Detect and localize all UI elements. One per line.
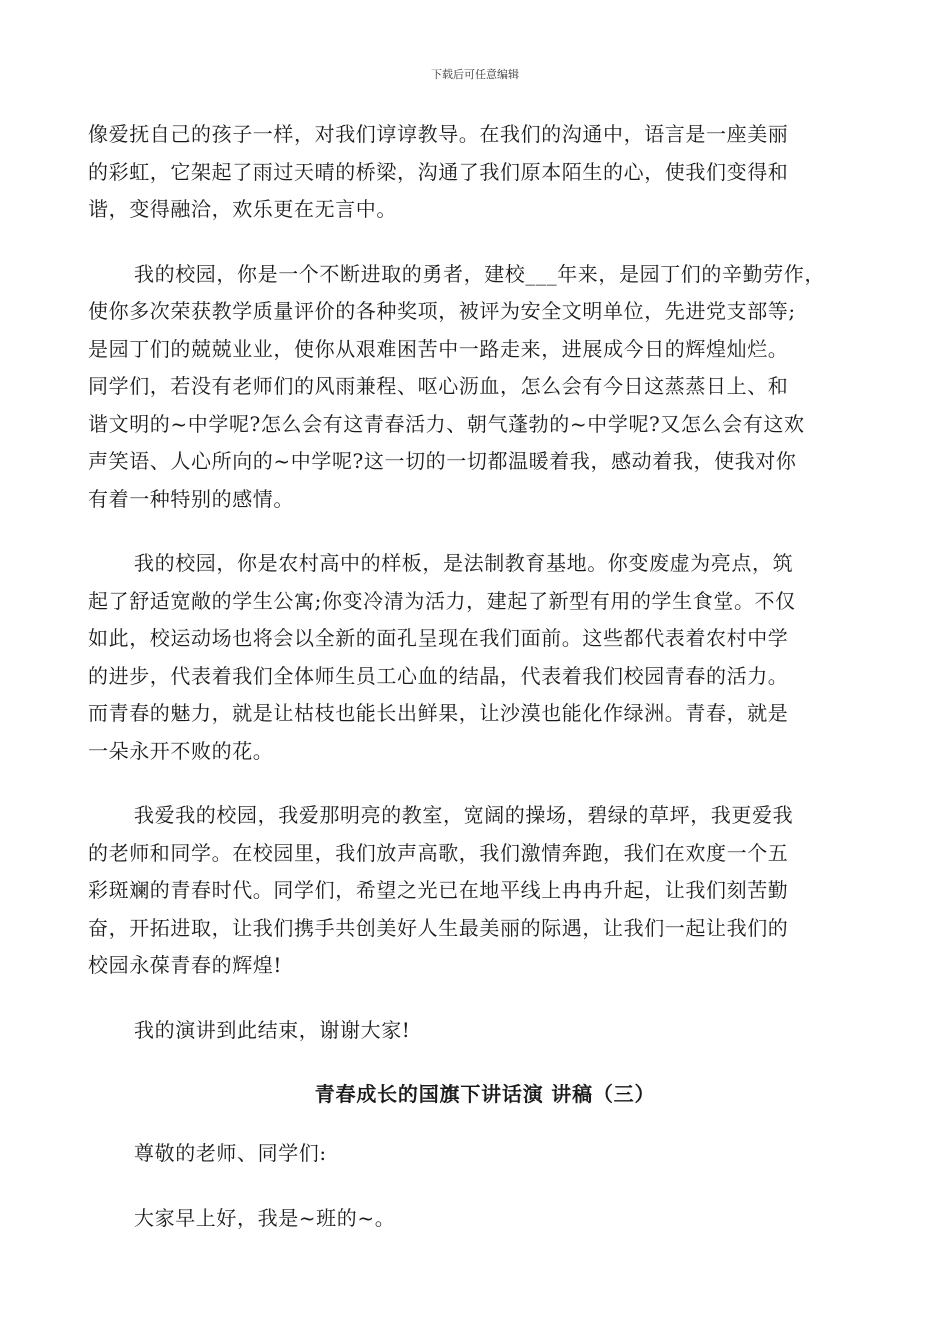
text-line: 我的校园，你是农村高中的样板，是法制教育基地。你变废虚为亮点，筑	[134, 551, 794, 575]
text-line: 我爱我的校园，我爱那明亮的教室，宽阔的操场，碧绿的草坪，我更爱我	[134, 803, 794, 827]
text-line: 起了舒适宽敞的学生公寓;你变冷清为活力，建起了新型有用的学生食堂。不仅	[88, 588, 796, 613]
salutation	[88, 1135, 856, 1173]
section-heading: 青春成长的国旗下讲话演 讲稿（三）	[314, 1082, 656, 1106]
text-line: 一朵永开不败的花。	[88, 738, 274, 763]
text-line: 声笑语、人心所向的~中学呢?这一切的一切都温暖着我，感动着我，使我对你	[88, 449, 797, 473]
text-line: 像爱抚自己的孩子一样，对我们谆谆教导。在我们的沟通中，语言是一座美丽	[88, 122, 789, 146]
text-line: 谐，变得融洽，欢乐更在无言中。	[88, 197, 397, 221]
paragraph-5	[88, 1012, 856, 1050]
text-line: 的老师和同学。在校园里，我们放声高歌，我们激情奔跑，我们在欢度一个五	[88, 840, 789, 865]
text-line: 使你多次荣获教学质量评价的各种奖项，被评为安全文明单位，先进党支部等;	[88, 299, 796, 323]
paragraph-3	[88, 545, 856, 770]
text-line: 是园丁们的兢兢业业，使你从艰难困苦中一路走来，进展成今日的辉煌灿烂。	[88, 336, 789, 361]
text-line: 我的演讲到此结束，谢谢大家!	[134, 1017, 411, 1042]
text-line: 而青春的魅力，就是让枯枝也能长出鲜果，让沙漠也能化作绿洲。青春，就是	[88, 701, 789, 725]
greeting	[88, 1200, 856, 1238]
paragraph-4	[88, 797, 856, 985]
text-line: 谐文明的~中学呢?怎么会有这青春活力、朝气蓬勃的~中学呢?又怎么会有这欢	[88, 411, 805, 436]
text-line: 我的校园，你是一个不断进取的勇者，建校___年来，是园丁们的辛勤劳作，	[134, 261, 825, 286]
text-line: 如此，校运动场也将会以全新的面孔呈现在我们面前。这些都代表着农村中学	[88, 626, 789, 650]
paragraph-2	[88, 256, 856, 519]
text-line: 同学们，若没有老师们的风雨兼程、呕心沥血，怎么会有今日这蒸蒸日上、和	[88, 374, 789, 398]
document-body	[88, 116, 856, 1264]
text-line: 校园永葆青春的辉煌!	[88, 953, 283, 977]
header-note: 下载后可任意编辑	[431, 68, 519, 81]
text-line: 尊敬的老师、同学们:	[134, 1141, 327, 1165]
text-line: 的进步，代表着我们全体师生员工心血的结晶，代表着我们校园青春的活力。	[88, 663, 789, 688]
text-line: 有着一种特别的感情。	[88, 486, 294, 511]
paragraph-1	[88, 116, 856, 229]
text-line: 彩斑斓的青春时代。同学们，希望之光已在地平线上冉冉升起，让我们刻苦勤	[88, 878, 789, 902]
text-line: 的彩虹，它架起了雨过天晴的桥梁，沟通了我们原本陌生的心，使我们变得和	[88, 159, 789, 184]
text-line: 大家早上好，我是~班的~。	[134, 1205, 396, 1230]
text-line: 奋，开拓进取，让我们携手共创美好人生最美丽的际遇，让我们一起让我们的	[88, 915, 789, 940]
